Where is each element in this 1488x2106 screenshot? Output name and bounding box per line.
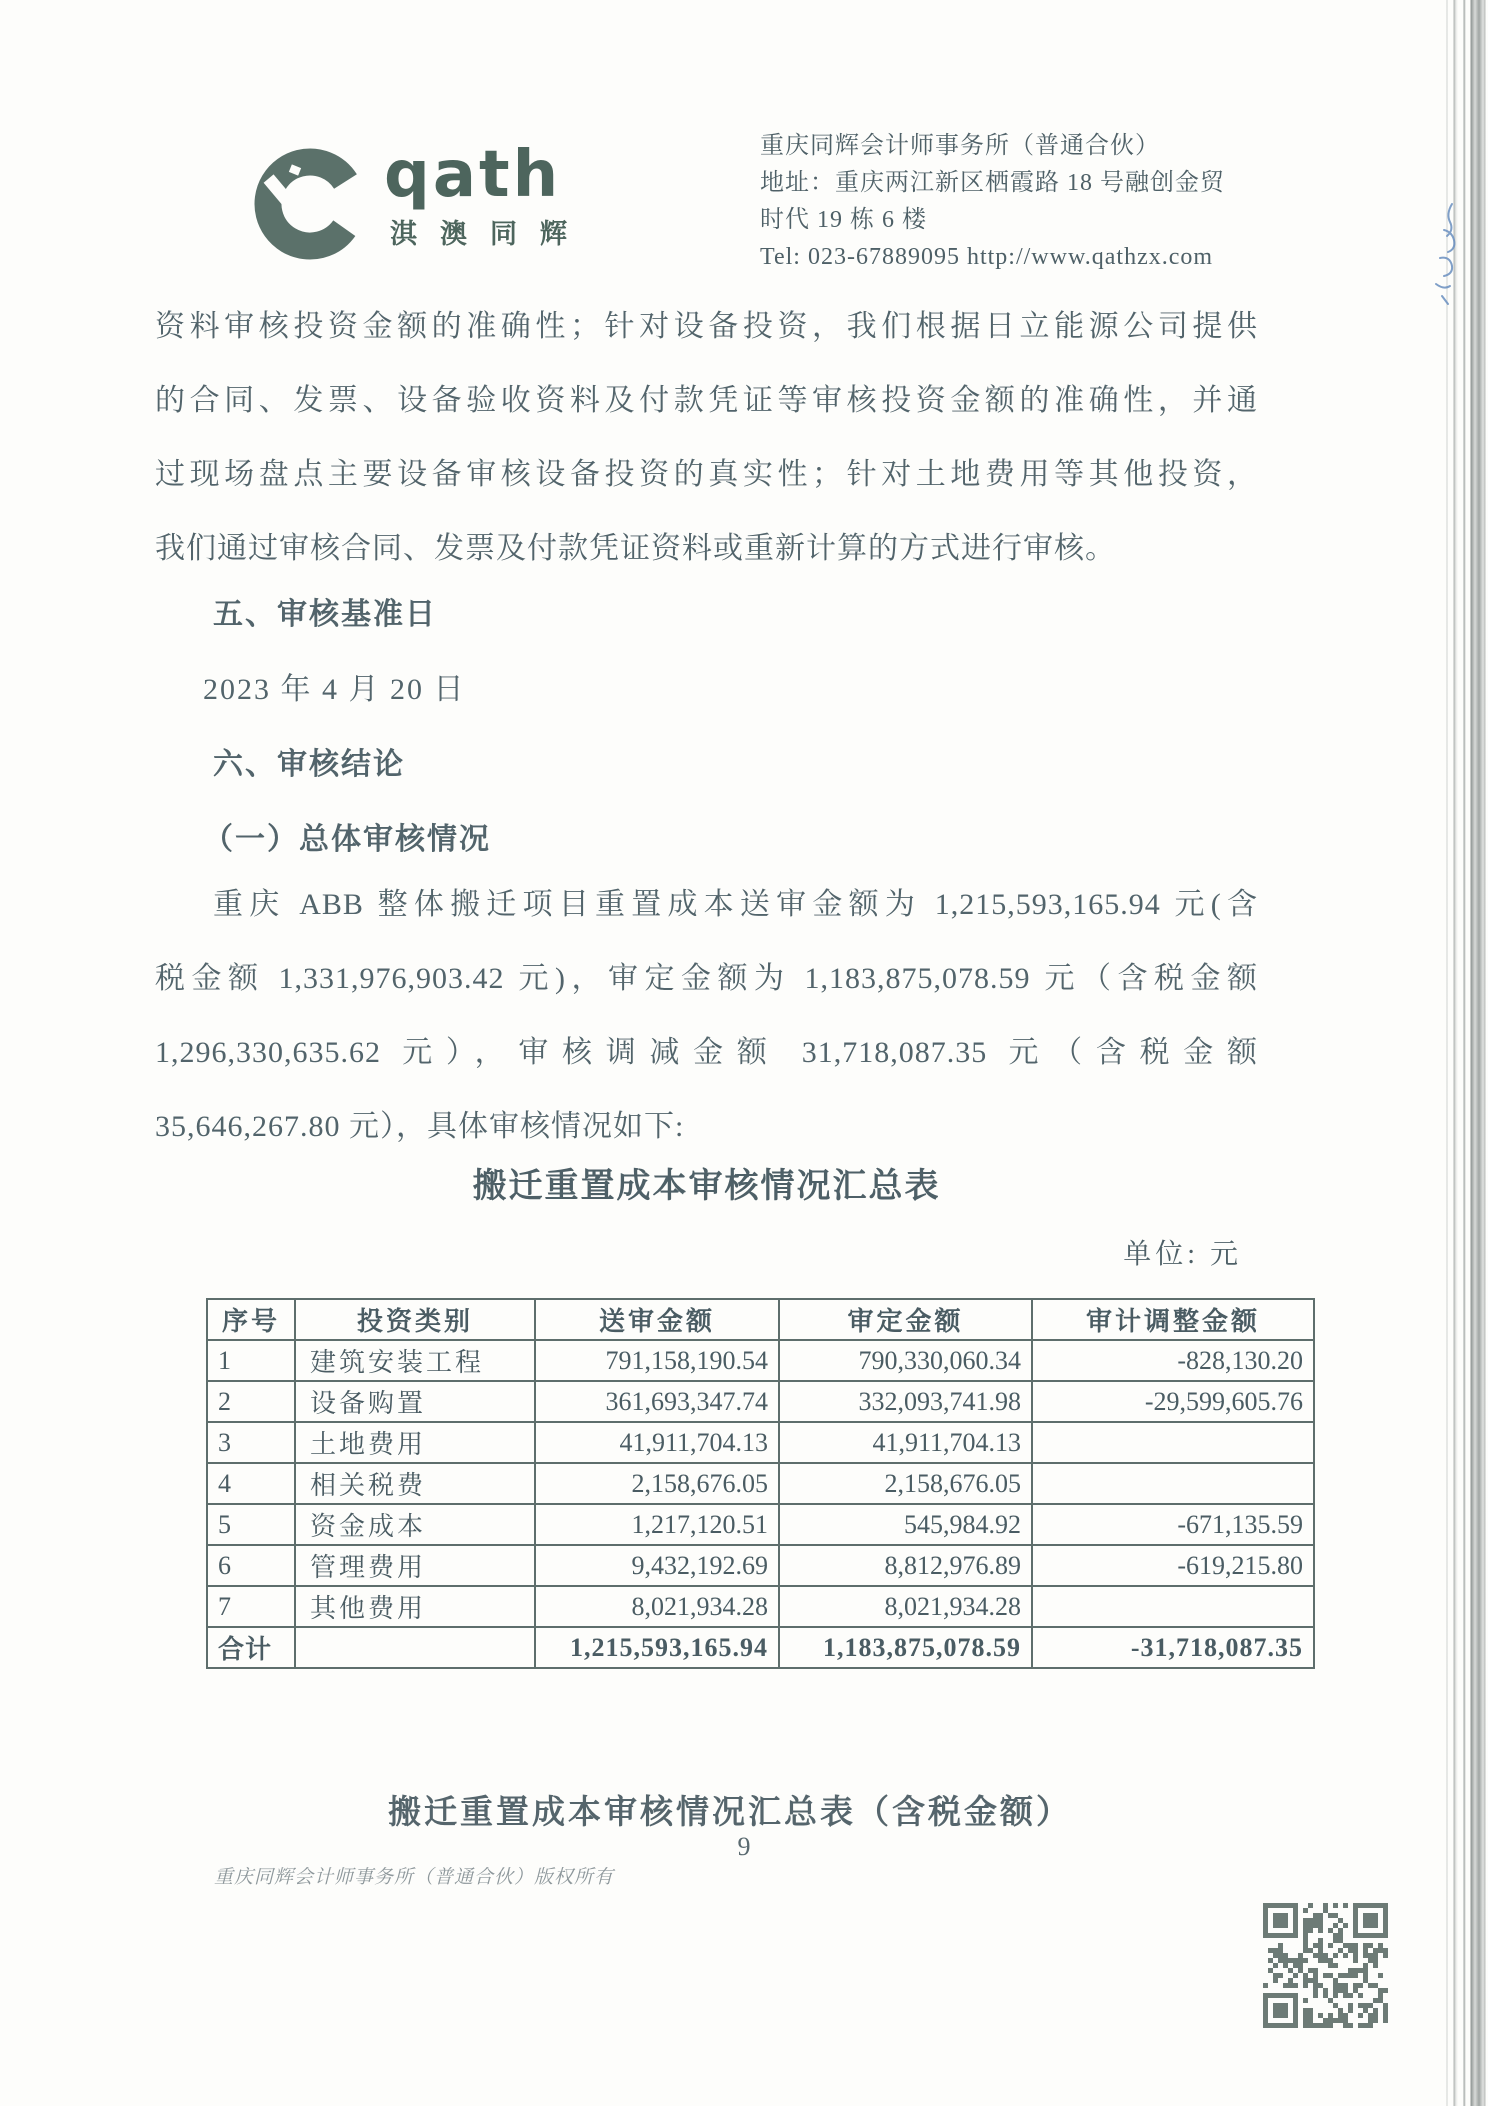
table-cell: 8,812,976.89 [779, 1545, 1032, 1586]
table-cell: 6 [207, 1545, 295, 1586]
firm-info-line: Tel: 023-67889095 http://www.qathzx.com [760, 244, 1214, 270]
firm-info-line: 地址：重庆两江新区栖霞路 18 号融创金贸 [760, 170, 1225, 196]
table-cell: 545,984.92 [779, 1504, 1032, 1545]
table-cell: 8,021,934.28 [779, 1586, 1032, 1627]
paragraph-line: 税金额 1,331,976,903.42 元)，审定金额为 1,183,875,078.59 元（含税金额 [155, 962, 1258, 995]
table-cell [1032, 1586, 1314, 1627]
firm-info-block [760, 128, 1280, 276]
section-heading-5: 五、审核基准日 [213, 598, 437, 631]
paragraph-line: 重庆 ABB 整体搬迁项目重置成本送审金额为 1,215,593,165.94 元(含 [213, 888, 1258, 921]
table-cell: 设备购置 [295, 1381, 535, 1422]
table-cell: 5 [207, 1504, 295, 1545]
table-row [207, 1586, 1314, 1627]
table-total-row [207, 1627, 1314, 1668]
table-cell: 41,911,704.13 [535, 1422, 779, 1463]
table-cell: 3 [207, 1422, 295, 1463]
table-header-cell: 送审金额 [535, 1299, 779, 1340]
table-body [207, 1340, 1314, 1668]
table-cell: 1,215,593,165.94 [535, 1627, 779, 1668]
table-cell: -31,718,087.35 [1032, 1627, 1314, 1668]
table-header-cell: 投资类别 [295, 1299, 535, 1340]
table-header-cell: 序号 [207, 1299, 295, 1340]
brand-wordmark: qath [384, 138, 562, 212]
table-cell: 其他费用 [295, 1586, 535, 1627]
table-cell: 2,158,676.05 [535, 1463, 779, 1504]
table-cell: 合计 [207, 1627, 295, 1668]
table-row [207, 1422, 1314, 1463]
table-cell: 资金成本 [295, 1504, 535, 1545]
table-header-row [207, 1299, 1314, 1340]
firm-info-line: 时代 19 栋 6 楼 [760, 207, 927, 233]
table-header [207, 1299, 1314, 1340]
table-cell: 790,330,060.34 [779, 1340, 1032, 1381]
audit-summary-table [206, 1298, 1315, 1669]
unit-label: 单位: 元 [1123, 1239, 1242, 1270]
table-cell [1032, 1463, 1314, 1504]
table-cell: 土地费用 [295, 1422, 535, 1463]
table-cell: 9,432,192.69 [535, 1545, 779, 1586]
table-cell: 1,217,120.51 [535, 1504, 779, 1545]
table-cell: 8,021,934.28 [535, 1586, 779, 1627]
table-header-cell: 审计调整金额 [1032, 1299, 1314, 1340]
table-cell: 7 [207, 1586, 295, 1627]
table-cell [1032, 1422, 1314, 1463]
handwriting-mark-blue-icon [1430, 200, 1464, 310]
subsection-heading-overall: （一）总体审核情况 [203, 823, 491, 856]
table-title: 搬迁重置成本审核情况汇总表 [472, 1168, 941, 1205]
paragraph-audit-result [155, 868, 1258, 1164]
table-cell: 建筑安装工程 [295, 1340, 535, 1381]
paragraph-line: 过现场盘点主要设备审核设备投资的真实性；针对土地费用等其他投资， [155, 458, 1258, 491]
firm-info-line: 重庆同辉会计师事务所（普通合伙） [760, 133, 1160, 159]
table-cell: -619,215.80 [1032, 1545, 1314, 1586]
table-cell: -671,135.59 [1032, 1504, 1314, 1545]
table-cell: 4 [207, 1463, 295, 1504]
paragraph-line: 35,646,267.80 元），具体审核情况如下: [155, 1110, 685, 1143]
table-cell: 1 [207, 1340, 295, 1381]
paragraph-line: 1,296,330,635.62 元），审核调减金额 31,718,087.35 元（含税金额 [155, 1036, 1258, 1069]
table-row [207, 1545, 1314, 1586]
table-cell [295, 1627, 535, 1668]
table-row [207, 1381, 1314, 1422]
table-cell: -29,599,605.76 [1032, 1381, 1314, 1422]
table-cell: -828,130.20 [1032, 1340, 1314, 1381]
qr-code-icon [1263, 1903, 1388, 2028]
table-cell: 41,911,704.13 [779, 1422, 1032, 1463]
paragraph-audit-method [155, 290, 1258, 586]
paragraph-line: 的合同、发票、设备验收资料及付款凭证等审核投资金额的准确性，并通 [155, 384, 1258, 417]
table-header-cell: 审定金额 [779, 1299, 1032, 1340]
table-cell: 管理费用 [295, 1545, 535, 1586]
brand-chinese-name: 淇澳同辉 [390, 219, 590, 249]
table-cell: 1,183,875,078.59 [779, 1627, 1032, 1668]
table-row [207, 1504, 1314, 1545]
table-cell: 332,093,741.98 [779, 1381, 1032, 1422]
table-row [207, 1340, 1314, 1381]
page-number: 9 [737, 1832, 751, 1861]
table-cell: 791,158,190.54 [535, 1340, 779, 1381]
table-row [207, 1463, 1314, 1504]
scan-edge-artifact [1440, 0, 1488, 2106]
qath-logo-mark-icon [250, 138, 374, 278]
audit-base-date: 2023 年 4 月 20 日 [203, 673, 466, 706]
paragraph-line: 资料审核投资金额的准确性；针对设备投资，我们根据日立能源公司提供 [155, 310, 1258, 343]
table-cell: 2 [207, 1381, 295, 1422]
table-cell: 相关税费 [295, 1463, 535, 1504]
table-cell: 361,693,347.74 [535, 1381, 779, 1422]
table-cell: 2,158,676.05 [779, 1463, 1032, 1504]
next-table-title: 搬迁重置成本审核情况汇总表（含税金额） [388, 1795, 1072, 1831]
section-heading-6: 六、审核结论 [213, 748, 405, 781]
paragraph-line: 我们通过审核合同、发票及付款凭证资料或重新计算的方式进行审核。 [155, 532, 1116, 565]
copyright-notice: 重庆同辉会计师事务所（普通合伙）版权所有 [214, 1867, 615, 1888]
